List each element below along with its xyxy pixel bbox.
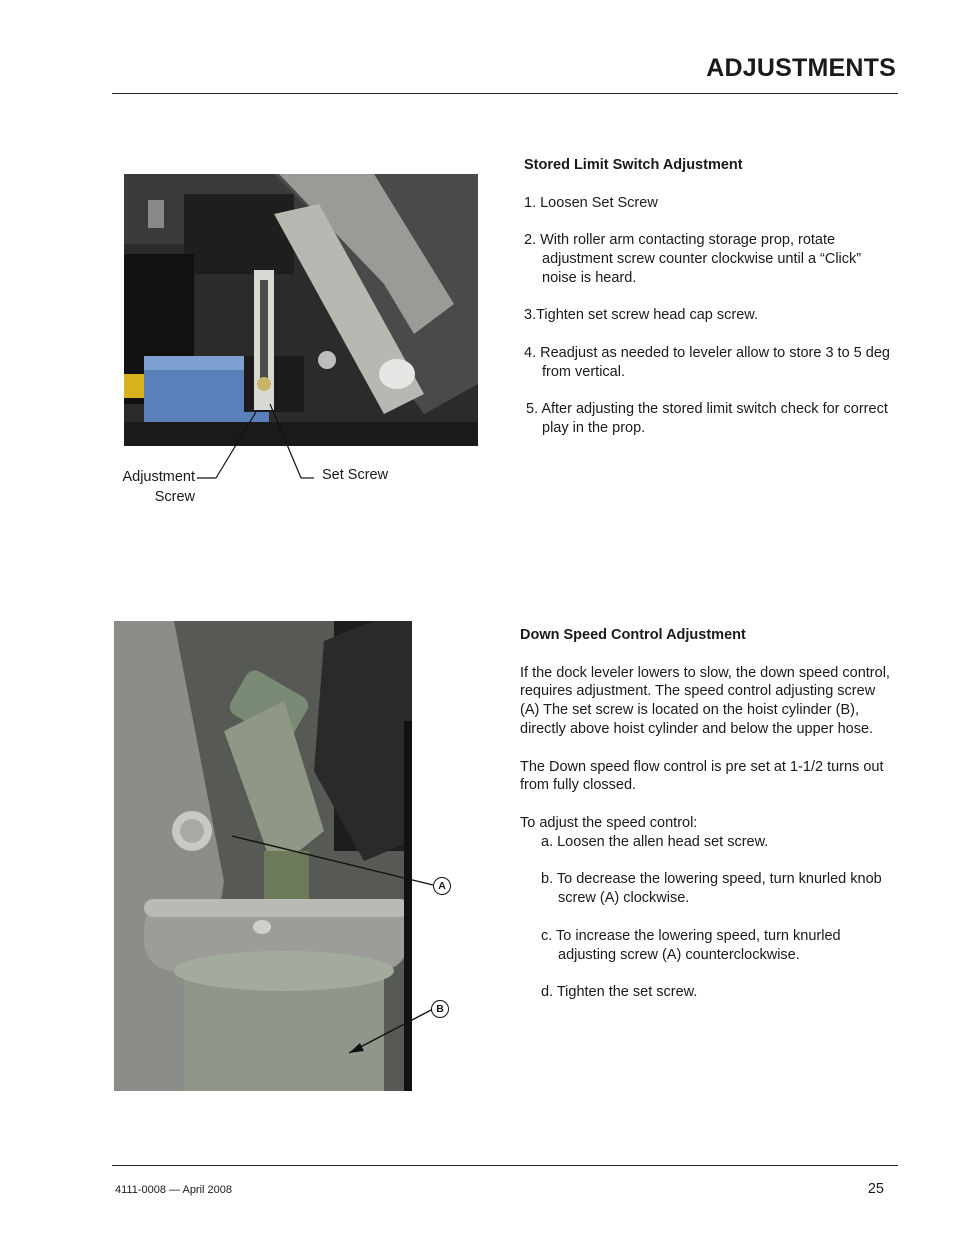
step-3: 3.Tighten set screw head cap screw. [524, 307, 758, 324]
step-2: 2. With roller arm contacting storage prop, rotate adjustment screw counter clockwise until a “Click” noise is heard. [524, 232, 862, 286]
step-4: 4. Readjust as needed to leveler allow to store 3 to 5 deg from vertical. [524, 344, 890, 380]
limit-switch-photo [124, 174, 478, 446]
down-speed-control-photo [114, 621, 412, 1091]
step-1: 1. Loosen Set Screw [524, 194, 658, 211]
callout-b: B [431, 1000, 449, 1018]
adjustment-screw-label [115, 467, 195, 507]
section-stored-limit-switch [524, 156, 899, 457]
section2-intro: If the dock leveler lowers to slow, the down speed control, requires adjustment. The speed control adjusting screw (A) The set screw is located on the hoist cylinder (B), directly above hoist cylinder and below the upper hose. [520, 664, 890, 737]
section-down-speed-control [520, 626, 895, 1021]
substep-a: a. Loosen the allen head set screw. [541, 833, 769, 850]
page-number: 25 [867, 1181, 884, 1197]
adjustment-screw-label-line1: Adjustment [122, 469, 195, 485]
callout-a: A [433, 877, 451, 895]
footer-doc-number: 4111-0008 — April 2008 [115, 1184, 233, 1196]
section2-lead: To adjust the speed control: [520, 814, 698, 831]
header-rule [112, 93, 898, 94]
step-5: 5. After adjusting the stored limit switch check for correct play in the prop. [526, 401, 888, 437]
set-screw-label: Set Screw [322, 467, 389, 483]
adjustment-screw-label-line2: Screw [154, 489, 195, 505]
section1-heading: Stored Limit Switch Adjustment [524, 157, 743, 173]
footer-rule [112, 1165, 898, 1166]
section2-preset: The Down speed flow control is pre set at 1-1/2 turns out from fully clossed. [520, 758, 884, 794]
substep-d: d. Tighten the set screw. [541, 984, 698, 1001]
section2-heading: Down Speed Control Adjustment [520, 627, 746, 643]
substep-c: c. To increase the lowering speed, turn knurled adjusting screw (A) counterclockwise. [541, 927, 841, 963]
page-title: ADJUSTMENTS [706, 54, 896, 82]
substep-b: b. To decrease the lowering speed, turn knurled knob screw (A) clockwise. [541, 871, 882, 907]
